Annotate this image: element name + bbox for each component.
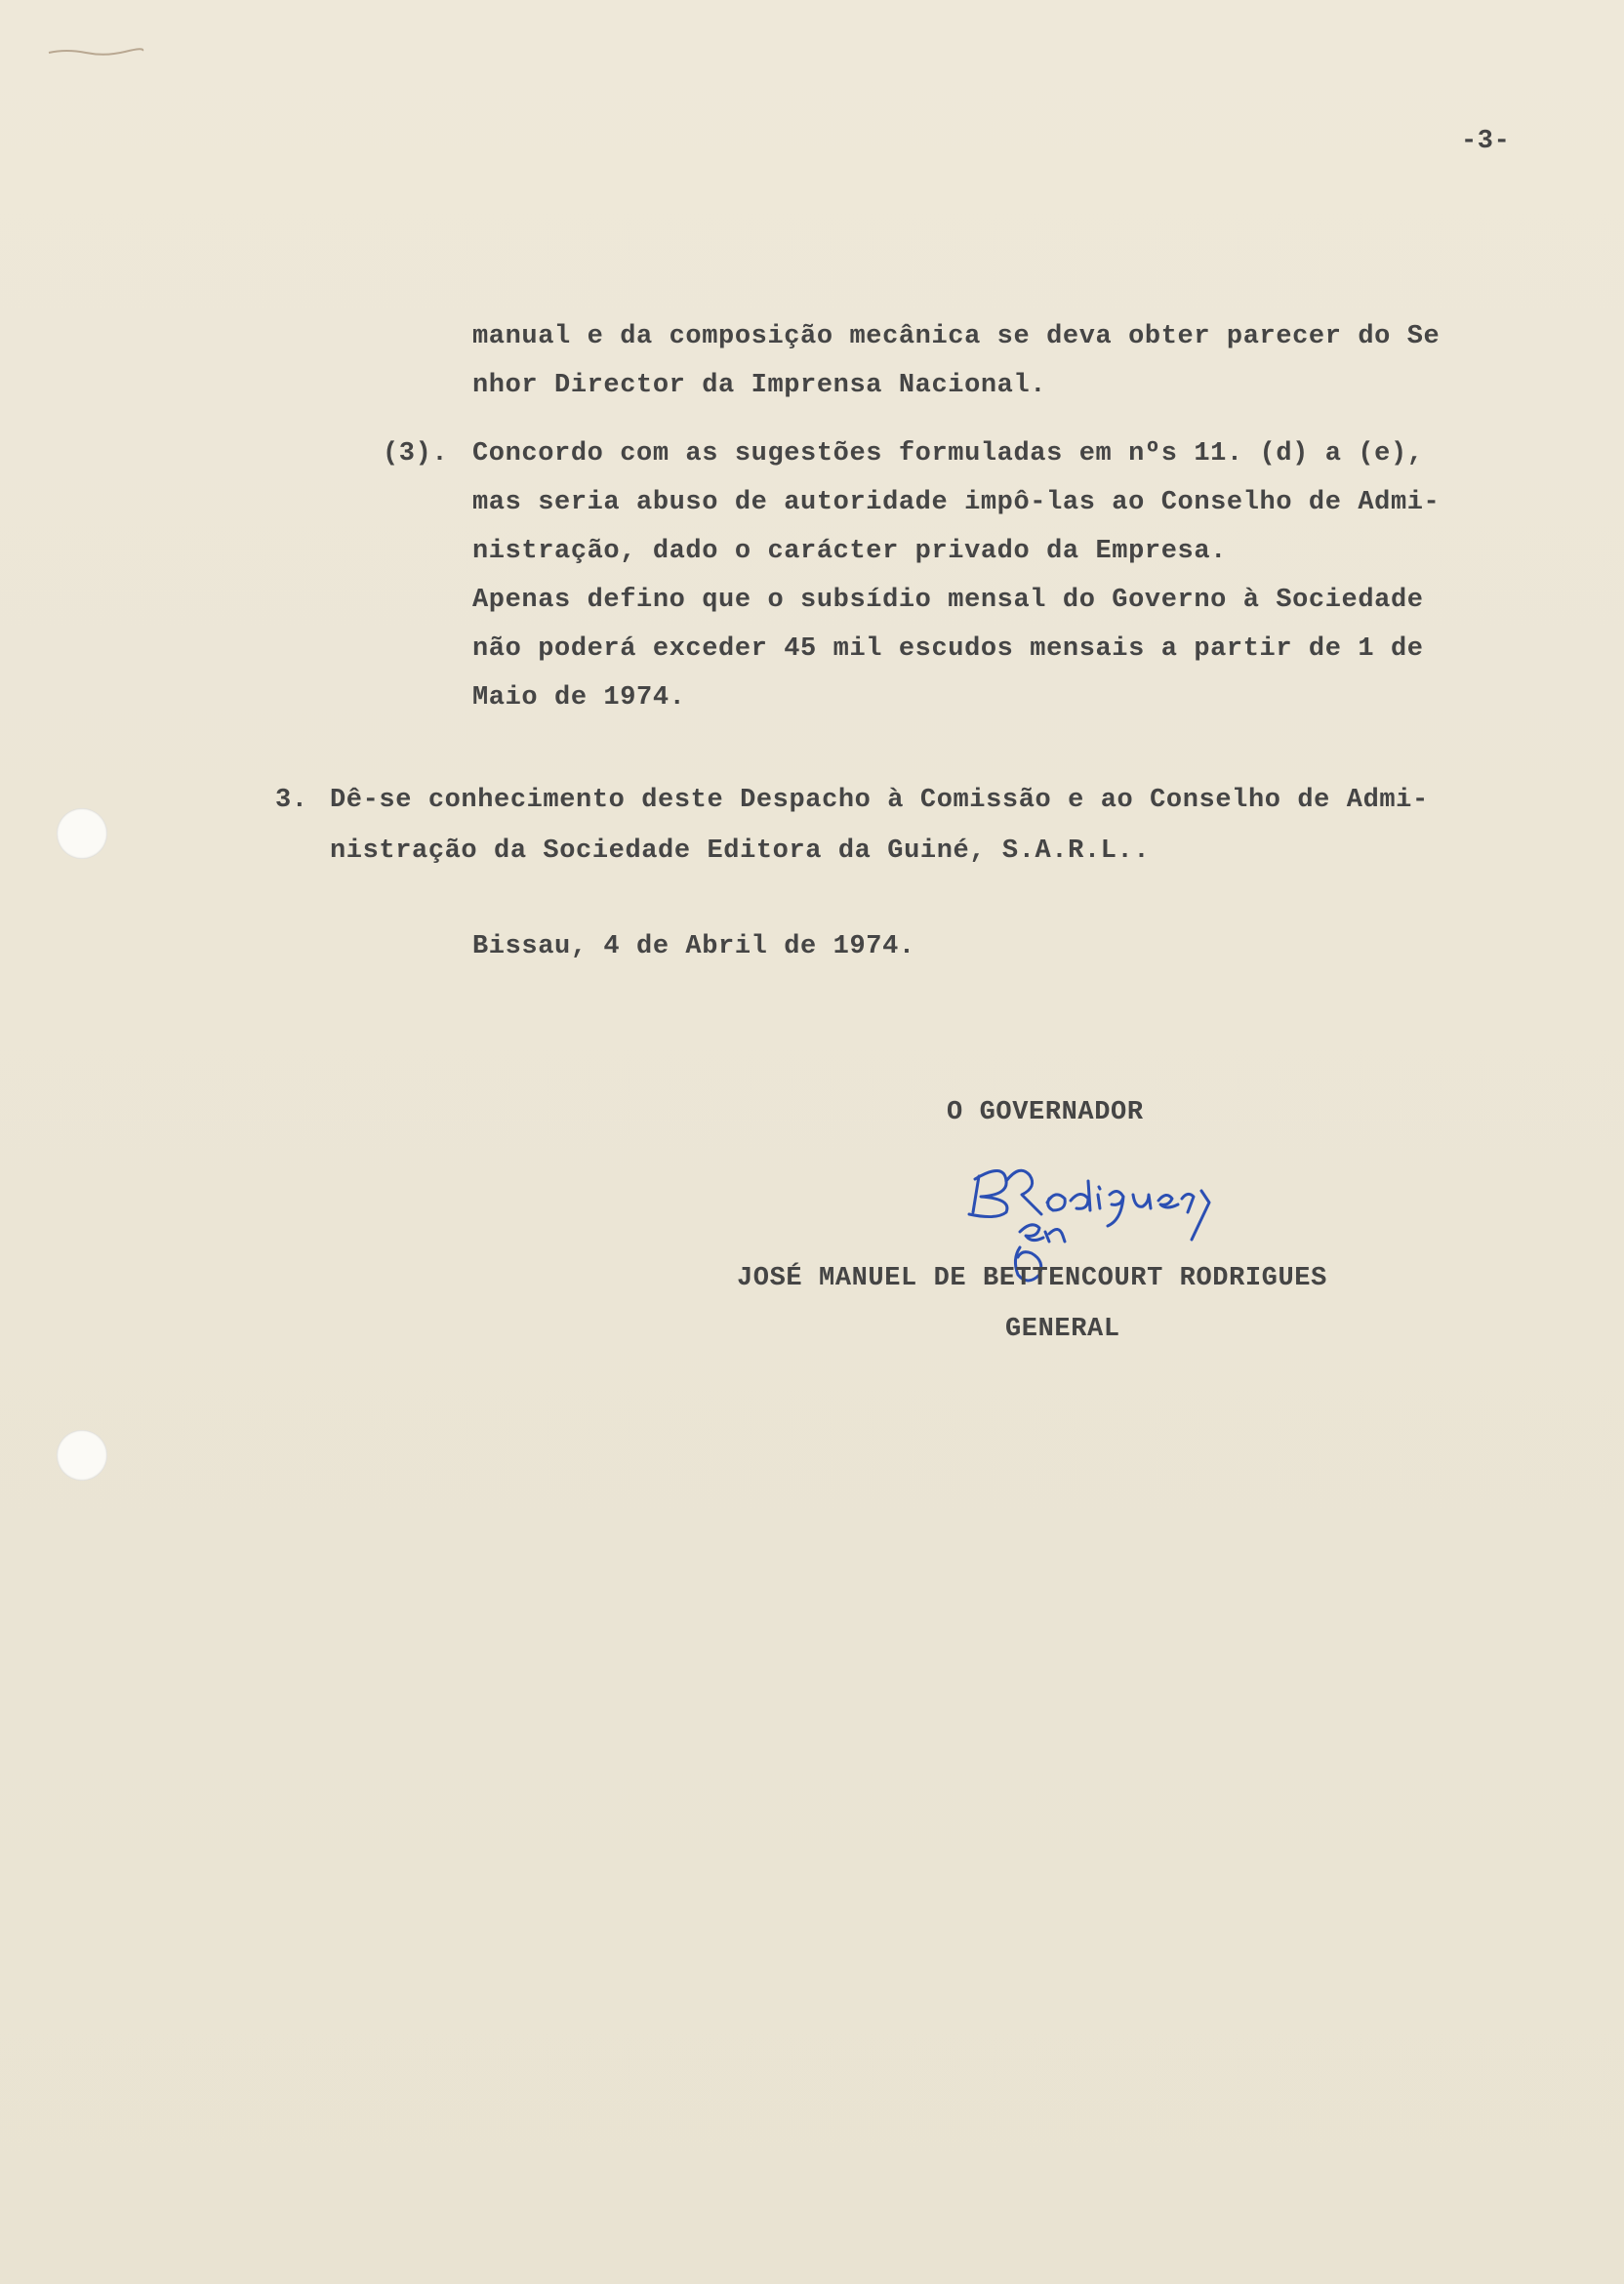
subitem-line-3: nistração, dado o carácter privado da Empresa. (472, 537, 1227, 566)
subitem-marker: (3). (383, 439, 449, 469)
punch-hole-top (57, 808, 107, 859)
corner-pencil-mark (47, 47, 144, 57)
signature-title: O GOVERNADOR (947, 1098, 1144, 1127)
continuation-line-2: nhor Director da Imprensa Nacional. (472, 371, 1047, 400)
item-3-marker: 3. (275, 786, 308, 815)
continuation-line-1: manual e da composição mecânica se deva obter parecer do Se (472, 322, 1441, 351)
subitem-line-1: Concordo com as sugestões formuladas em nºs 11. (d) a (e), (472, 439, 1424, 469)
punch-hole-bottom (57, 1430, 107, 1481)
place-date: Bissau, 4 de Abril de 1974. (472, 932, 915, 961)
signatory-name: JOSÉ MANUEL DE BETTENCOURT RODRIGUES (737, 1264, 1327, 1293)
subitem-line-6: Maio de 1974. (472, 683, 686, 713)
subitem-line-5: não poderá exceder 45 mil escudos mensais a partir de 1 de (472, 634, 1424, 664)
subitem-line-2: mas seria abuso de autoridade impô-las ao Conselho de Admi- (472, 488, 1441, 517)
item-3-line-1: Dê-se conhecimento deste Despacho à Comissão e ao Conselho de Admi- (330, 786, 1429, 815)
item-3-line-2: nistração da Sociedade Editora da Guiné, S.A.R.L.. (330, 836, 1151, 866)
page-number: -3- (1461, 127, 1511, 156)
signatory-rank: GENERAL (1005, 1315, 1120, 1344)
subitem-line-4: Apenas defino que o subsídio mensal do Governo à Sociedade (472, 586, 1424, 615)
